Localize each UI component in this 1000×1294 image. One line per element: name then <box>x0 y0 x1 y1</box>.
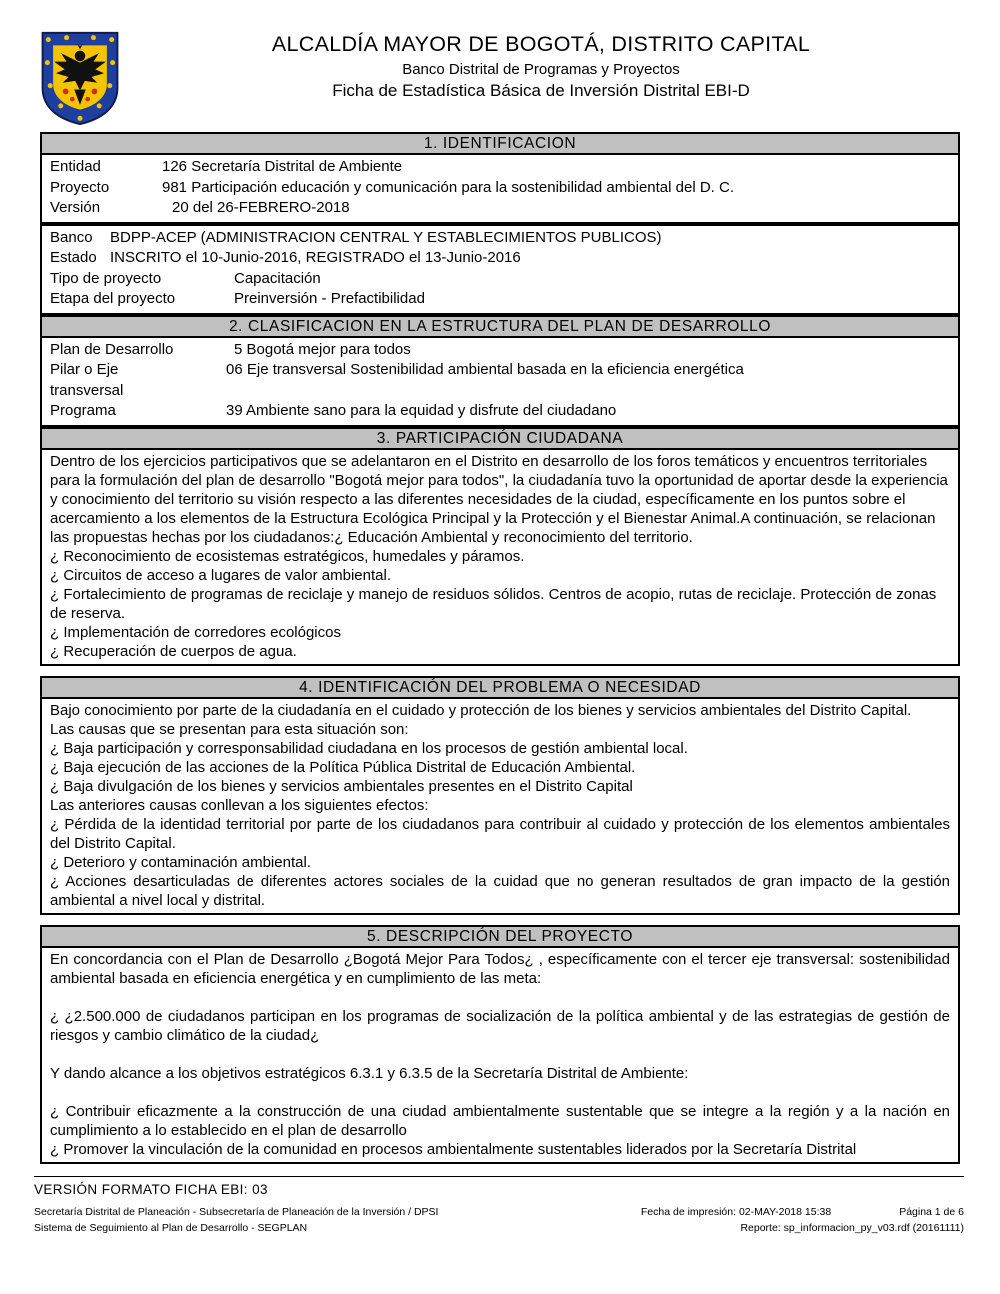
section-participacion-title: 3. PARTICIPACIÓN CIUDADANA <box>42 429 958 450</box>
descripcion-paragraph: ¿ ¿2.500.000 de ciudadanos participan en los programas de socialización de la política ambiental y de las estrategias de gestión de riesgos y cambio climático de la ciudad¿ <box>50 1007 950 1044</box>
problema-paragraph: Bajo conocimiento por parte de la ciudadanía en el cuidado y protección de los bienes y servicios ambientales del Distrito Capital. <box>50 701 912 719</box>
section-problema-title: 4. IDENTIFICACIÓN DEL PROBLEMA O NECESIDAD <box>42 678 958 699</box>
problema-item: ¿ Baja divulgación de los bienes y servicios ambientales presentes en el Distrito Capital <box>50 777 633 795</box>
participacion-item: ¿ Reconocimiento de ecosistemas estratégicos, humedales y páramos. <box>50 547 525 565</box>
document-body <box>40 132 960 1164</box>
problema-item: ¿ Acciones desarticuladas de diferentes actores sociales de la cuidad que no generan resultados de gran impacto de la gestión ambiental a nivel local y distrital. <box>50 872 950 909</box>
row-pilar-eje <box>50 360 950 401</box>
section-clasificacion <box>40 315 960 427</box>
document-titles <box>122 30 960 101</box>
row-pilar-eje-label: Pilar o Eje transversal <box>50 361 124 399</box>
row-banco-label: Banco <box>50 228 93 246</box>
row-etapa-proyecto-value: Preinversión - Prefactibilidad <box>234 290 425 307</box>
participacion-item: ¿ Implementación de corredores ecológicos <box>50 623 341 641</box>
section-descripcion <box>40 925 960 1164</box>
row-tipo-proyecto <box>50 269 950 290</box>
participacion-item: ¿ Fortalecimiento de programas de reciclaje y manejo de residuos sólidos. Centros de acopio, rutas de reciclaje. Protección de zonas de reserva. <box>50 585 937 622</box>
descripcion-paragraph: Y dando alcance a los objetivos estratégicos 6.3.1 y 6.3.5 de la Secretaría Distrital de Ambiente: <box>50 1064 689 1082</box>
row-tipo-proyecto-value: Capacitación <box>234 269 321 287</box>
row-etapa-proyecto <box>50 289 950 310</box>
section-problema <box>40 676 960 915</box>
participacion-item: ¿ Circuitos de acceso a lugares de valor ambiental. <box>50 566 392 584</box>
participacion-paragraph: Dentro de los ejercicios participativos que se adelantaron en el Distrito en desarrollo de los foros temáticos y encuentros territoriales para la formulación del plan de desarrollo "Bogotá mejor para todos", la ciudadanía tuvo la oportunidad de aportar desde la experiencia y conocimiento del territorio su visión respecto a las diferentes necesidades de la ciudad, específicamente en los puntos sobre el acercamiento a los elementos de la Estructura Ecológica Principal y la Protección y el Bienestar Animal.A continuación, se relacionan las propuestas hechas por los ciudadanos:¿ Educación Ambiental y reconocimiento del territorio. <box>50 452 948 546</box>
row-proyecto-value: 981 Participación educación y comunicación para la sostenibilidad ambiental del D. C. <box>162 178 734 196</box>
row-estado-label: Estado <box>50 249 97 266</box>
subtitle-banco: Banco Distrital de Programas y Proyectos <box>402 61 680 78</box>
footer-system: Sistema de Seguimiento al Plan de Desarrollo - SEGPLAN <box>34 1221 308 1234</box>
blank-line <box>50 1083 950 1102</box>
participacion-text <box>42 450 958 664</box>
row-estado-value: INSCRITO el 10-Junio-2016, REGISTRADO el 13-Junio-2016 <box>110 249 521 266</box>
row-programa-value: 39 Ambiente sano para la equidad y disfrute del ciudadano <box>226 402 617 419</box>
blank-line <box>50 1045 950 1064</box>
row-banco-value: BDPP-ACEP (ADMINISTRACION CENTRAL Y ESTABLECIMIENTOS PUBLICOS) <box>110 228 662 246</box>
section-clasificacion-title: 2. CLASIFICACION EN LA ESTRUCTURA DEL PLAN DE DESARROLLO <box>42 317 958 338</box>
descripcion-item: ¿ Promover la vinculación de la comunidad en procesos ambientalmente sustentables liderados por la Secretaría Distrital <box>50 1140 857 1158</box>
print-date: Fecha de impresión: 02-MAY-2018 15:38 <box>640 1205 832 1218</box>
document-footer <box>34 1176 964 1236</box>
main-title: ALCALDÍA MAYOR DE BOGOTÁ, DISTRITO CAPITAL <box>271 32 811 56</box>
row-tipo-proyecto-label: Tipo de proyecto <box>50 269 162 287</box>
row-version <box>50 198 950 219</box>
problema-paragraph: Las anteriores causas conllevan a los siguientes efectos: <box>50 796 429 814</box>
row-plan-desarrollo-value: 5 Bogotá mejor para todos <box>234 340 411 358</box>
problema-text <box>42 699 958 913</box>
row-entidad-value: 126 Secretaría Distrital de Ambiente <box>162 158 403 175</box>
row-programa-label: Programa <box>50 402 116 419</box>
descripcion-text <box>42 948 958 1162</box>
participacion-item: ¿ Recuperación de cuerpos de agua. <box>50 642 297 660</box>
problema-item: ¿ Pérdida de la identidad territorial por parte de los ciudadanos para contribuir al cuidado y protección de los elementos ambientales del Distrito Capital. <box>50 815 950 852</box>
row-version-label: Versión <box>50 199 101 216</box>
section-banco-estado <box>40 224 960 315</box>
blank-line <box>50 988 950 1007</box>
clasificacion-rows <box>42 338 958 425</box>
section-descripcion-title: 5. DESCRIPCIÓN DEL PROYECTO <box>42 927 958 948</box>
section-identificacion <box>40 132 960 224</box>
row-entidad-label: Entidad <box>50 158 101 175</box>
row-plan-desarrollo <box>50 340 950 361</box>
row-programa <box>50 401 950 422</box>
footer-entity: Secretaría Distrital de Planeación - Subsecretaría de Planeación de la Inversión / DPSI <box>34 1205 439 1218</box>
row-estado <box>50 248 950 269</box>
problema-paragraph: Las causas que se presentan para esta situación son: <box>50 720 409 738</box>
row-plan-desarrollo-label: Plan de Desarrollo <box>50 340 174 358</box>
footer-row-1 <box>34 1204 964 1220</box>
banco-estado-rows <box>42 226 958 313</box>
bogota-coat-of-arms-icon <box>38 30 122 126</box>
row-etapa-proyecto-label: Etapa del proyecto <box>50 290 176 307</box>
descripcion-item: ¿ Contribuir eficazmente a la construcción de una ciudad ambientalmente sustentable que se integre a la región y a la nación en cumplimiento a lo establecido en el plan de desarrollo <box>50 1102 950 1139</box>
report-name: Reporte: sp_informacion_py_v03.rdf (20161111) <box>740 1221 964 1234</box>
problema-item: ¿ Baja ejecución de las acciones de la Política Pública Distrital de Educación Ambiental. <box>50 758 636 776</box>
section-participacion <box>40 427 960 666</box>
row-proyecto-label: Proyecto <box>50 178 110 196</box>
identificacion-rows <box>42 155 958 222</box>
page-number: Página 1 de 6 <box>899 1205 964 1218</box>
section-identificacion-title: 1. IDENTIFICACION <box>42 134 958 155</box>
format-version: VERSIÓN FORMATO FICHA EBI: 03 <box>34 1181 268 1197</box>
row-banco <box>50 228 950 249</box>
row-proyecto <box>50 178 950 199</box>
row-version-value: 20 del 26-FEBRERO-2018 <box>172 199 350 216</box>
document-header <box>40 30 960 126</box>
problema-item: ¿ Deterioro y contaminación ambiental. <box>50 853 311 871</box>
descripcion-paragraph: En concordancia con el Plan de Desarrollo ¿Bogotá Mejor Para Todos¿ , específicamente con el tercer eje transversal: sostenibilidad ambiental basada en eficiencia energética y en cumplimiento de las meta: <box>50 950 950 987</box>
subtitle-ficha: Ficha de Estadística Básica de Inversión Distrital EBI-D <box>332 81 750 100</box>
problema-item: ¿ Baja participación y corresponsabilidad ciudadana en los procesos de gestión ambiental local. <box>50 739 688 757</box>
row-entidad <box>50 157 950 178</box>
footer-row-2 <box>34 1220 964 1236</box>
row-pilar-eje-value: 06 Eje transversal Sostenibilidad ambiental basada en la eficiencia energética <box>226 361 744 378</box>
